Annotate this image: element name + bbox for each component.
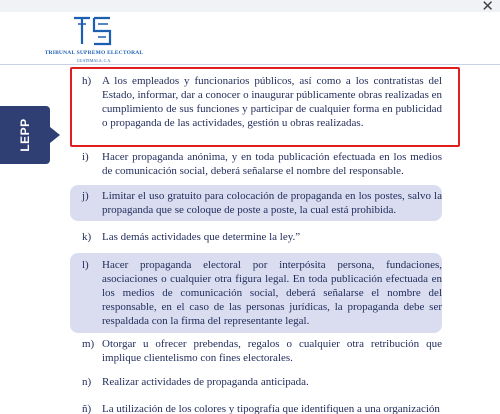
item-letter: j) (82, 190, 89, 202)
list-item-n (70, 375, 442, 389)
list-item-h (70, 74, 442, 130)
tse-emblem-icon (70, 14, 118, 48)
side-tab-notch (50, 127, 60, 143)
list-item-enye (70, 402, 442, 414)
list-item-m (70, 337, 442, 365)
item-letter: l) (82, 259, 89, 271)
item-text: A los empleados y funcionarios públicos, así como a los contratistas del Estado, informar, dar a conocer o inaugurar públicamente obras realizadas en cumplimiento de sus funciones y participar de cualquier forma en publicidad o propaganda de las actividades, gestión u obras realizadas. (102, 75, 442, 129)
list-item-l (70, 258, 442, 328)
logo-subtitle: GUATEMALA, C.A. (76, 58, 112, 63)
logo-title: TRIBUNAL SUPREMO ELECTORAL (44, 50, 144, 56)
item-text: Realizar actividades de propaganda anticipada. (102, 376, 309, 388)
logo (34, 14, 154, 66)
list-item-j (70, 189, 442, 217)
side-tab-lepp[interactable] (0, 106, 50, 164)
item-text: Hacer propaganda anónima, y en toda publicación efectuada en los medios de comunicación social, deberá señalarse el nombre del responsable. (102, 151, 442, 177)
item-text: La utilización de los colores y tipografía que identifiquen a una organización (102, 403, 440, 414)
header-divider (0, 64, 500, 65)
item-text: Hacer propaganda electoral por interpósita persona, fundaciones, asociaciones o cualquier otra figura legal. En toda publicación efectuada en los medios de comunicación social, deberá señalarse el nombre del responsable, en el caso de las personas jurídicas, la propaganda debe ser respaldada con la firma del representante legal. (102, 259, 442, 327)
item-letter: i) (82, 151, 89, 163)
list-item-i (70, 150, 442, 178)
item-text: Limitar el uso gratuito para colocación de propaganda en los postes, salvo la propaganda que se coloque de poste a poste, la cual está prohibida. (102, 190, 442, 216)
side-tab-label: LEPP (18, 118, 32, 152)
close-icon[interactable]: ✕ (481, 0, 494, 15)
list-item-k (70, 230, 442, 244)
item-letter: k) (82, 231, 92, 243)
item-letter: h) (82, 75, 92, 87)
top-bar (0, 0, 500, 15)
item-text: Otorgar u ofrecer prebendas, regalos o cualquier otra retribución que implique clientelismo con fines electorales. (102, 338, 442, 364)
item-letter: m) (82, 338, 95, 350)
item-text: Las demás actividades que determine la ley.” (102, 231, 301, 243)
item-letter: n) (82, 376, 92, 388)
item-letter: ñ) (82, 403, 92, 414)
